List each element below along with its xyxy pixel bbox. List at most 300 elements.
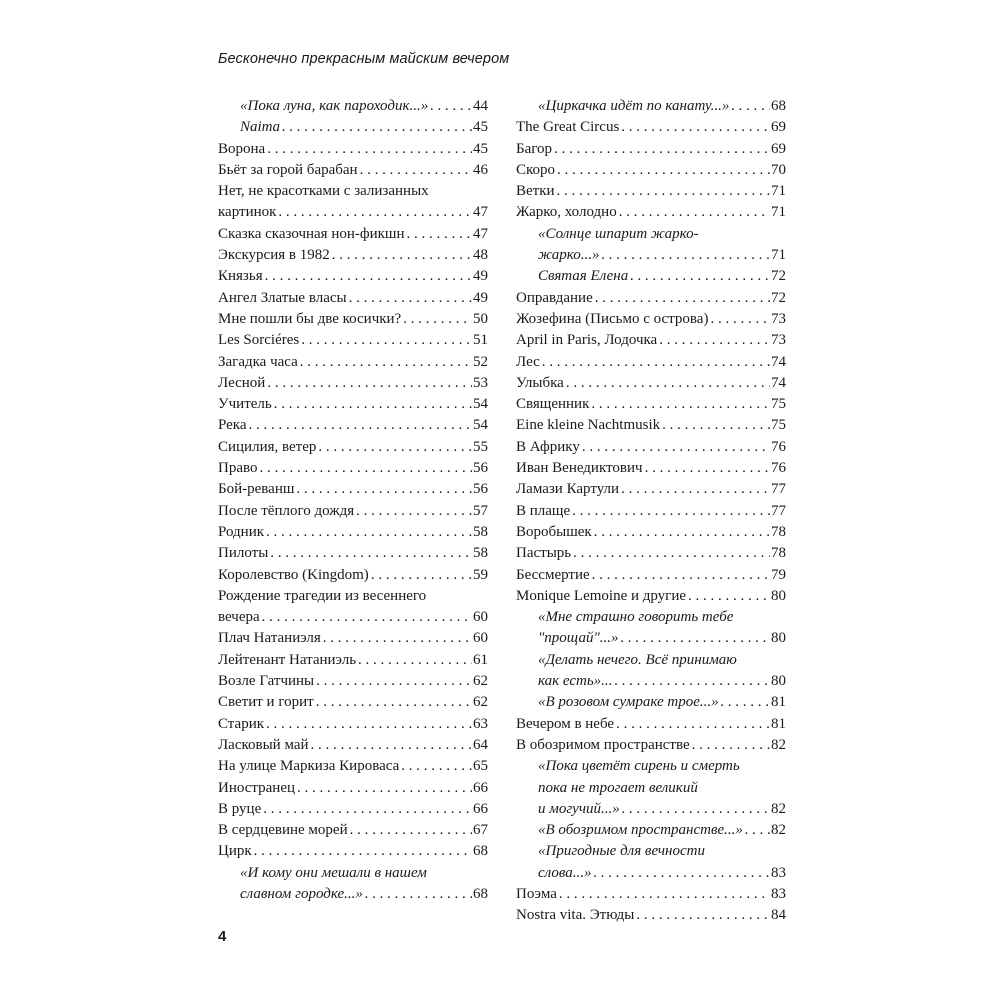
toc-entry-page: 66 bbox=[473, 779, 488, 796]
toc-entry-page: 54 bbox=[473, 417, 488, 434]
dot-leader bbox=[710, 309, 770, 330]
toc-entry-page: 47 bbox=[473, 225, 488, 242]
dot-leader bbox=[591, 394, 770, 415]
toc-entry bbox=[516, 756, 786, 820]
toc-entry-row bbox=[218, 756, 488, 777]
toc-entry bbox=[218, 820, 488, 841]
toc-entry-title: Князья bbox=[218, 268, 263, 285]
toc-entry-row bbox=[218, 692, 488, 713]
dot-leader bbox=[406, 224, 472, 245]
dot-leader bbox=[619, 202, 770, 223]
toc-entry bbox=[218, 756, 488, 777]
toc-entry-title: Скоро bbox=[516, 161, 556, 178]
dot-leader bbox=[621, 628, 770, 649]
toc-entry bbox=[218, 479, 488, 500]
toc-entry-row bbox=[218, 288, 488, 309]
toc-entry-page: 56 bbox=[473, 481, 488, 498]
toc-entry-title: Monique Lemoine и другие bbox=[516, 587, 687, 604]
toc-entry-page: 71 bbox=[771, 204, 786, 221]
toc-entry-title: Старик bbox=[218, 715, 265, 732]
toc-column-right bbox=[516, 96, 786, 927]
toc-entry-page: 57 bbox=[473, 502, 488, 519]
toc-entry bbox=[218, 586, 488, 629]
toc-entry-title: The Great Circus bbox=[516, 119, 620, 136]
toc-entry-page: 82 bbox=[771, 822, 786, 839]
toc-entry-page: 58 bbox=[473, 523, 488, 540]
dot-leader bbox=[557, 181, 770, 202]
toc-entry-row bbox=[218, 309, 488, 330]
toc-entry-title: Лейтенант Натаниэль bbox=[218, 651, 357, 668]
toc-entry-title: Экскурсия в 1982 bbox=[218, 247, 330, 264]
toc-entry-title: Les Sorciéres bbox=[218, 332, 300, 349]
toc-entry bbox=[218, 565, 488, 586]
toc-entry-row bbox=[516, 373, 786, 394]
toc-entry-title: Ласковый май bbox=[218, 736, 309, 753]
dot-leader bbox=[616, 714, 770, 735]
toc-entry-page: 49 bbox=[473, 289, 488, 306]
toc-entry-page: 63 bbox=[473, 715, 488, 732]
dot-leader bbox=[350, 820, 472, 841]
toc-entry-row bbox=[538, 799, 786, 820]
toc-entry-title: Бой-реванш bbox=[218, 481, 295, 498]
toc-entry-row bbox=[218, 266, 488, 287]
toc-entry-title: Ламази Картули bbox=[516, 481, 620, 498]
toc-entry bbox=[516, 607, 786, 650]
toc-entry-page: 65 bbox=[473, 758, 488, 775]
toc-entry-title: жарко...» bbox=[538, 247, 600, 264]
toc-entry-page: 78 bbox=[771, 545, 786, 562]
toc-entry bbox=[516, 139, 786, 160]
toc-entry bbox=[218, 224, 488, 245]
toc-entry-title: В обозримом пространстве bbox=[516, 736, 690, 753]
dot-leader bbox=[659, 330, 770, 351]
toc-entry-row bbox=[218, 352, 488, 373]
toc-entry-row bbox=[218, 607, 488, 628]
toc-entry-page: 48 bbox=[473, 247, 488, 264]
toc-entry-page: 72 bbox=[771, 289, 786, 306]
toc-entry-row bbox=[516, 309, 786, 330]
toc-entry bbox=[516, 735, 786, 756]
toc-entry bbox=[218, 735, 488, 756]
toc-entry bbox=[218, 330, 488, 351]
dot-leader bbox=[594, 522, 770, 543]
toc-entry bbox=[218, 394, 488, 415]
dot-leader bbox=[430, 96, 472, 117]
toc-entry-page: 76 bbox=[771, 460, 786, 477]
toc-entry-row bbox=[538, 266, 786, 287]
toc-entry-title: «Пока луна, как пароходик...» bbox=[240, 98, 429, 114]
toc-entry bbox=[516, 202, 786, 223]
toc-entry-row bbox=[218, 841, 488, 862]
toc-entry bbox=[516, 522, 786, 543]
toc-entry-title: Учитель bbox=[218, 396, 272, 413]
toc-entry bbox=[218, 96, 488, 117]
toc-entry-row bbox=[516, 586, 786, 607]
toc-entry-row bbox=[538, 863, 786, 884]
toc-entry bbox=[516, 160, 786, 181]
dot-leader bbox=[296, 479, 472, 500]
toc-entry-title-line: Нет, не красотками с зализанных bbox=[218, 183, 429, 200]
dot-leader bbox=[371, 565, 472, 586]
toc-entry-row bbox=[218, 415, 488, 436]
toc-entry-row bbox=[516, 501, 786, 522]
toc-entry-title: Святая Елена bbox=[538, 268, 629, 285]
toc-entry-row bbox=[516, 139, 786, 160]
dot-leader bbox=[554, 139, 770, 160]
toc-entry-row bbox=[218, 565, 488, 586]
toc-entry-title: славном городке...» bbox=[240, 885, 363, 902]
toc-entry bbox=[516, 820, 786, 841]
toc-entry-title: В сердцевине морей bbox=[218, 822, 348, 839]
toc-entry bbox=[516, 373, 786, 394]
toc-entry-page: 71 bbox=[771, 247, 786, 264]
toc-entry-page: 69 bbox=[771, 119, 786, 136]
toc-entry-title: В плаще bbox=[516, 502, 571, 519]
toc-entry-title: На улице Маркиза Кироваса bbox=[218, 758, 400, 775]
toc-entry-page: 84 bbox=[771, 907, 786, 924]
toc-entry-row bbox=[218, 501, 488, 522]
toc-entry-row bbox=[218, 458, 488, 479]
toc-entry-row bbox=[218, 224, 488, 245]
toc-entry-row bbox=[218, 394, 488, 415]
toc-entry bbox=[516, 117, 786, 138]
toc-entry-title: Бессмертие bbox=[516, 566, 590, 583]
toc-entry-row bbox=[538, 96, 786, 117]
toc-entry bbox=[516, 692, 786, 713]
toc-entry-page: 44 bbox=[473, 98, 488, 114]
dot-leader bbox=[300, 352, 472, 373]
dot-leader bbox=[282, 117, 472, 138]
toc-entry-title: Лес bbox=[516, 353, 540, 370]
toc-entry bbox=[516, 479, 786, 500]
toc-entry bbox=[516, 650, 786, 693]
toc-entry-title: картинок bbox=[218, 204, 277, 221]
toc-entry-row bbox=[218, 160, 488, 181]
toc-entry-page: 45 bbox=[473, 119, 488, 136]
toc-entry-row bbox=[218, 245, 488, 266]
dot-leader bbox=[645, 458, 770, 479]
dot-leader bbox=[572, 501, 770, 522]
toc-entry-page: 58 bbox=[473, 545, 488, 562]
toc-entry-page: 49 bbox=[473, 268, 488, 285]
toc-entry bbox=[218, 352, 488, 373]
dot-leader bbox=[360, 160, 472, 181]
toc-entry bbox=[218, 543, 488, 564]
dot-leader bbox=[559, 884, 770, 905]
toc-entry-title: и могучий...» bbox=[538, 800, 620, 817]
toc-entry-row bbox=[538, 671, 786, 692]
toc-entry-page: 62 bbox=[473, 673, 488, 690]
toc-entry bbox=[516, 394, 786, 415]
toc-entry bbox=[516, 437, 786, 458]
dot-leader bbox=[721, 692, 770, 713]
toc-entry-page: 83 bbox=[771, 885, 786, 902]
toc-entry-title: как есть»... bbox=[538, 673, 613, 690]
toc-entry-page: 56 bbox=[473, 460, 488, 477]
toc-entry-title: Мне пошли бы две косички? bbox=[218, 310, 402, 327]
toc-entry-title: «Циркачка идёт по канату...» bbox=[538, 98, 730, 114]
toc-entry-row bbox=[516, 714, 786, 735]
toc-entry-row bbox=[516, 522, 786, 543]
toc-entry-title: Eine kleine Nachtmusik bbox=[516, 417, 661, 434]
dot-leader bbox=[267, 139, 472, 160]
toc-entry-title: После тёплого дождя bbox=[218, 502, 355, 519]
toc-entry-title: Возле Гатчины bbox=[218, 673, 315, 690]
toc-entry-row bbox=[516, 735, 786, 756]
toc-entry-title-line: «Солнце шпарит жарко- bbox=[538, 225, 699, 242]
toc-entry bbox=[218, 628, 488, 649]
toc-entry bbox=[516, 458, 786, 479]
dot-leader bbox=[263, 799, 472, 820]
toc-entry-row bbox=[538, 245, 786, 266]
dot-leader bbox=[692, 735, 770, 756]
toc-entry bbox=[218, 160, 488, 181]
toc-column-left bbox=[218, 96, 488, 905]
dot-leader bbox=[614, 671, 770, 692]
toc-entry-row bbox=[538, 820, 786, 841]
toc-entry-title-line: «Делать нечего. Всё принимаю bbox=[538, 651, 737, 668]
toc-entry-row bbox=[218, 437, 488, 458]
toc-entry-row bbox=[516, 288, 786, 309]
toc-entry bbox=[218, 288, 488, 309]
dot-leader bbox=[594, 863, 770, 884]
toc-entry-row bbox=[538, 692, 786, 713]
toc-entry bbox=[218, 799, 488, 820]
toc-entry-title: Иностранец bbox=[218, 779, 295, 796]
toc-entry-row bbox=[516, 884, 786, 905]
toc-entry bbox=[516, 352, 786, 373]
dot-leader bbox=[403, 309, 472, 330]
toc-entry-row bbox=[218, 543, 488, 564]
toc-entry bbox=[218, 650, 488, 671]
toc-entry bbox=[218, 692, 488, 713]
dot-leader bbox=[662, 415, 770, 436]
toc-entry-title: слова...» bbox=[538, 864, 592, 881]
toc-entry-title: Родник bbox=[218, 523, 265, 540]
toc-entry-page: 55 bbox=[473, 438, 488, 455]
dot-leader bbox=[265, 266, 472, 287]
toc-entry-row bbox=[218, 522, 488, 543]
toc-entry-title: Жозефина (Письмо с острова) bbox=[516, 310, 709, 327]
toc-entry-row bbox=[218, 820, 488, 841]
toc-entry-page: 64 bbox=[473, 736, 488, 753]
toc-entry bbox=[516, 330, 786, 351]
dot-leader bbox=[621, 479, 770, 500]
dot-leader bbox=[401, 756, 472, 777]
toc-entry-page: 77 bbox=[771, 502, 786, 519]
toc-entry-title: Ворона bbox=[218, 140, 266, 157]
toc-entry bbox=[218, 714, 488, 735]
toc-entry-row bbox=[516, 352, 786, 373]
dot-leader bbox=[595, 288, 770, 309]
toc-entry-row bbox=[218, 479, 488, 500]
toc-entry-row bbox=[240, 884, 488, 905]
toc-entry bbox=[218, 841, 488, 862]
toc-entry-title: Лесной bbox=[218, 374, 266, 391]
toc-entry bbox=[516, 181, 786, 202]
dot-leader bbox=[356, 501, 472, 522]
toc-entry-page: 71 bbox=[771, 183, 786, 200]
toc-entry-row bbox=[516, 415, 786, 436]
toc-entry-row bbox=[516, 330, 786, 351]
toc-entry-page: 80 bbox=[771, 673, 786, 690]
toc-entry bbox=[218, 778, 488, 799]
toc-entry-title: Nostra vita. Этюды bbox=[516, 907, 635, 924]
toc-entry-row bbox=[516, 437, 786, 458]
toc-entry-title: Поэма bbox=[516, 885, 557, 902]
toc-entry-row bbox=[218, 373, 488, 394]
toc-entry bbox=[516, 884, 786, 905]
page-number: 4 bbox=[218, 928, 227, 945]
dot-leader bbox=[316, 692, 472, 713]
toc-entry-page: 52 bbox=[473, 353, 488, 370]
toc-entry-title-line: «Пригодные для вечности bbox=[538, 843, 705, 860]
toc-entry-page: 67 bbox=[473, 822, 488, 839]
dot-leader bbox=[566, 373, 770, 394]
toc-entry-page: 75 bbox=[771, 417, 786, 434]
toc-entry-title: Цирк bbox=[218, 843, 252, 860]
toc-entry bbox=[218, 117, 488, 138]
dot-leader bbox=[573, 543, 770, 564]
toc-entry-page: 81 bbox=[771, 694, 786, 711]
running-header: Бесконечно прекрасным майским вечером bbox=[218, 51, 510, 67]
toc-entry-page: 70 bbox=[771, 161, 786, 178]
toc-entry-page: 61 bbox=[473, 651, 488, 668]
toc-entry-title: В руце bbox=[218, 800, 262, 817]
dot-leader bbox=[262, 607, 472, 628]
toc-entry-title: Пилоты bbox=[218, 545, 269, 562]
dot-leader bbox=[254, 841, 472, 862]
toc-entry bbox=[218, 266, 488, 287]
toc-entry-title: Королевство (Kingdom) bbox=[218, 566, 369, 583]
toc-entry bbox=[516, 309, 786, 330]
dot-leader bbox=[274, 394, 472, 415]
dot-leader bbox=[323, 628, 472, 649]
toc-entry bbox=[516, 586, 786, 607]
toc-entry-row bbox=[218, 735, 488, 756]
toc-entry-row bbox=[516, 181, 786, 202]
toc-entry-page: 69 bbox=[771, 140, 786, 157]
dot-leader bbox=[267, 373, 472, 394]
toc-entry bbox=[516, 714, 786, 735]
toc-entry bbox=[218, 245, 488, 266]
toc-entry-page: 53 bbox=[473, 374, 488, 391]
toc-entry-page: 72 bbox=[771, 268, 786, 285]
toc-entry-title-line: «Пока цветёт сирень и смерть bbox=[538, 758, 740, 775]
toc-entry-row bbox=[516, 565, 786, 586]
dot-leader bbox=[297, 778, 472, 799]
toc-entry bbox=[218, 501, 488, 522]
toc-entry-row bbox=[516, 479, 786, 500]
toc-entry-page: 82 bbox=[771, 736, 786, 753]
toc-entry-page: 50 bbox=[473, 310, 488, 327]
toc-entry-page: 51 bbox=[473, 332, 488, 349]
dot-leader bbox=[266, 522, 472, 543]
dot-leader bbox=[688, 586, 770, 607]
toc-entry-title: Жарко, холодно bbox=[516, 204, 617, 221]
toc-entry bbox=[218, 373, 488, 394]
toc-entry-row bbox=[218, 671, 488, 692]
toc-entry-page: 59 bbox=[473, 566, 488, 583]
toc-entry-page: 83 bbox=[771, 864, 786, 881]
toc-entry-page: 68 bbox=[473, 885, 488, 902]
toc-entry-row bbox=[218, 799, 488, 820]
toc-entry bbox=[218, 437, 488, 458]
dot-leader bbox=[301, 330, 472, 351]
toc-entry-row bbox=[516, 117, 786, 138]
toc-entry-page: 66 bbox=[473, 800, 488, 817]
toc-entry-title: «В обозримом пространстве...» bbox=[538, 822, 743, 839]
toc-entry-page: 76 bbox=[771, 438, 786, 455]
toc-entry bbox=[218, 671, 488, 692]
dot-leader bbox=[557, 160, 770, 181]
toc-entry bbox=[218, 415, 488, 436]
toc-entry-title: Право bbox=[218, 460, 258, 477]
dot-leader bbox=[630, 266, 770, 287]
toc-entry-row bbox=[218, 778, 488, 799]
toc-entry-page: 74 bbox=[771, 353, 786, 370]
dot-leader bbox=[266, 714, 472, 735]
toc-entry bbox=[516, 543, 786, 564]
toc-entry-page: 60 bbox=[473, 630, 488, 647]
dot-leader bbox=[745, 820, 770, 841]
dot-leader bbox=[621, 117, 770, 138]
toc-entry-page: 73 bbox=[771, 310, 786, 327]
toc-entry-title-line: «И кому они мешали в нашем bbox=[240, 864, 427, 881]
toc-entry bbox=[516, 224, 786, 267]
dot-leader bbox=[316, 671, 472, 692]
toc-entry-title: Вечером в небе bbox=[516, 715, 615, 732]
toc-entry-row bbox=[218, 330, 488, 351]
toc-entry-title: Багор bbox=[516, 140, 553, 157]
toc-entry-row bbox=[218, 202, 488, 223]
dot-leader bbox=[358, 650, 472, 671]
toc-entry-title: Naima bbox=[240, 119, 281, 136]
dot-leader bbox=[249, 415, 472, 436]
toc-entry-title-line: «Мне страшно говорить тебе bbox=[538, 609, 734, 626]
toc-entry-row bbox=[218, 139, 488, 160]
toc-entry-row bbox=[516, 543, 786, 564]
toc-entry-row bbox=[516, 202, 786, 223]
toc-entry bbox=[516, 501, 786, 522]
toc-entry bbox=[516, 841, 786, 884]
toc-entry-title: Ветки bbox=[516, 183, 555, 200]
dot-leader bbox=[278, 202, 472, 223]
dot-leader bbox=[270, 543, 472, 564]
dot-leader bbox=[365, 884, 472, 905]
toc-entry-row bbox=[218, 650, 488, 671]
toc-entry-title: Загадка часа bbox=[218, 353, 298, 370]
toc-entry-page: 81 bbox=[771, 715, 786, 732]
toc-entry bbox=[516, 415, 786, 436]
toc-entry bbox=[218, 458, 488, 479]
toc-entry bbox=[516, 905, 786, 926]
toc-entry bbox=[516, 565, 786, 586]
toc-entry-title: вечера bbox=[218, 609, 260, 626]
toc-entry bbox=[218, 309, 488, 330]
toc-entry-page: 82 bbox=[771, 800, 786, 817]
toc-entry-title: April in Paris, Лодочка bbox=[516, 332, 658, 349]
toc-entry-page: 74 bbox=[771, 374, 786, 391]
toc-entry bbox=[516, 266, 786, 287]
toc-entry bbox=[516, 288, 786, 309]
toc-entry bbox=[218, 863, 488, 906]
toc-entry-title: Сицилия, ветер bbox=[218, 438, 317, 455]
toc-entry-title: Иван Венедиктович bbox=[516, 460, 643, 477]
toc-entry-page: 47 bbox=[473, 204, 488, 221]
toc-entry-page: 68 bbox=[771, 98, 786, 114]
toc-entry-title: Река bbox=[218, 417, 247, 434]
